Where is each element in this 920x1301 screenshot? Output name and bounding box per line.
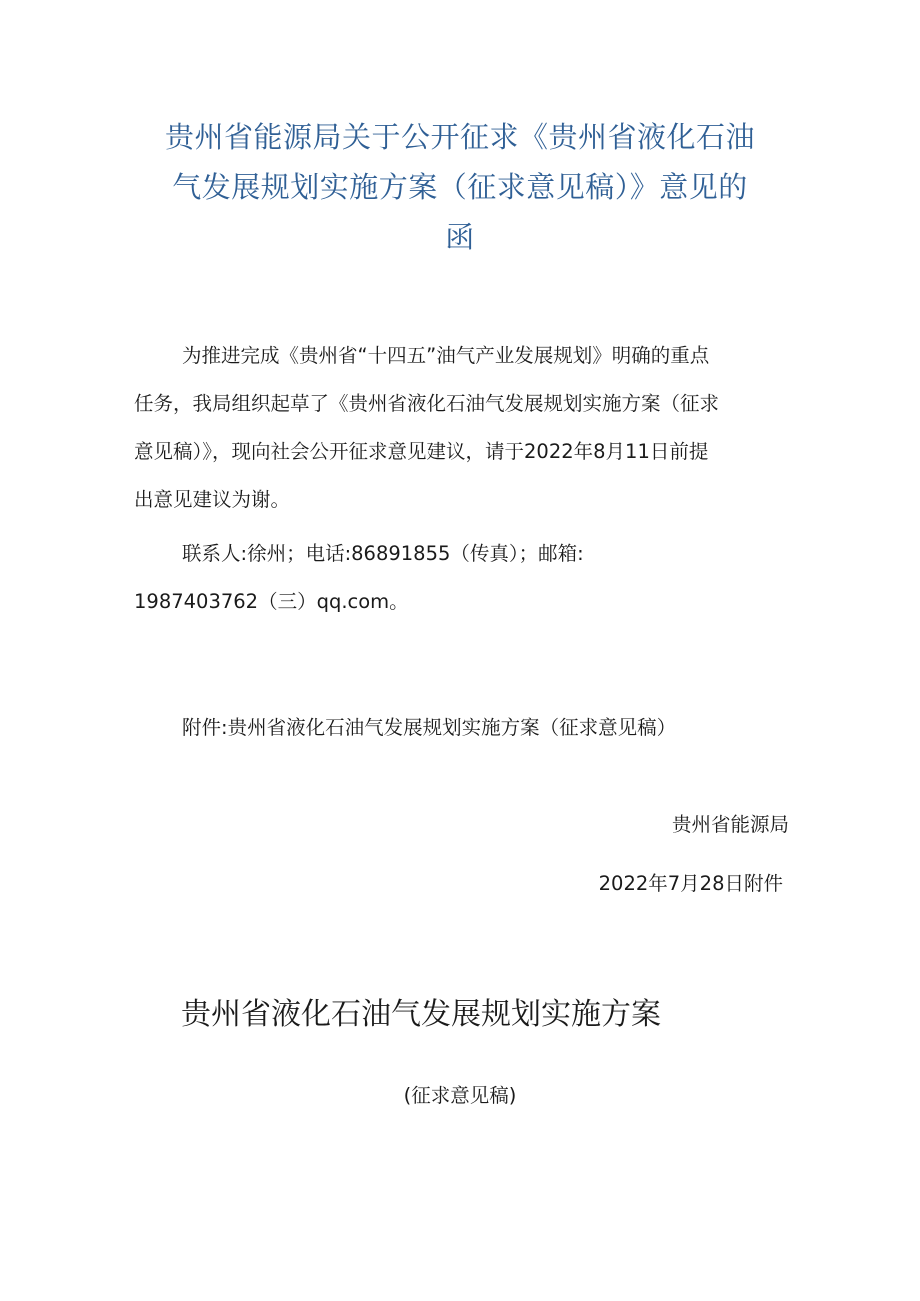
contact-paragraph [134,530,794,626]
issuer-name: 贵州省能源局 [671,813,789,836]
title-line: 气发展规划实施方案（征求意见稿）》意见的 [172,170,748,204]
title-line: 贵州省能源局关于公开征求《贵州省液化石油 [164,120,755,154]
document-title [140,112,780,262]
title-line: 函 [445,220,475,254]
paragraph-line: 任务，我局组织起草了《贵州省液化石油气发展规划实施方案（征求 [134,392,720,415]
paragraph-line: 为推进完成《贵州省“十四五”油气产业发展规划》明确的重点 [182,344,710,367]
attachment-note: 附件:贵州省液化石油气发展规划实施方案（征求意见稿） [182,716,677,739]
paragraph-line: 意见稿）》，现向社会公开征求意见建议，请于2022年8月11日前提 [134,440,709,463]
contact-line: 1987403762（三）qq.com。 [134,590,409,613]
contact-line: 联系人:徐州；电话:86891855（传真）；邮箱: [182,542,584,565]
paragraph-line: 出意见建议为谢。 [134,488,291,511]
issue-date: 2022年7月28日附件 [598,872,783,895]
intro-paragraph [134,332,794,524]
plan-title: 贵州省液化石油气发展规划实施方案 [181,997,661,1032]
plan-subtitle: (征求意见稿) [403,1084,517,1107]
